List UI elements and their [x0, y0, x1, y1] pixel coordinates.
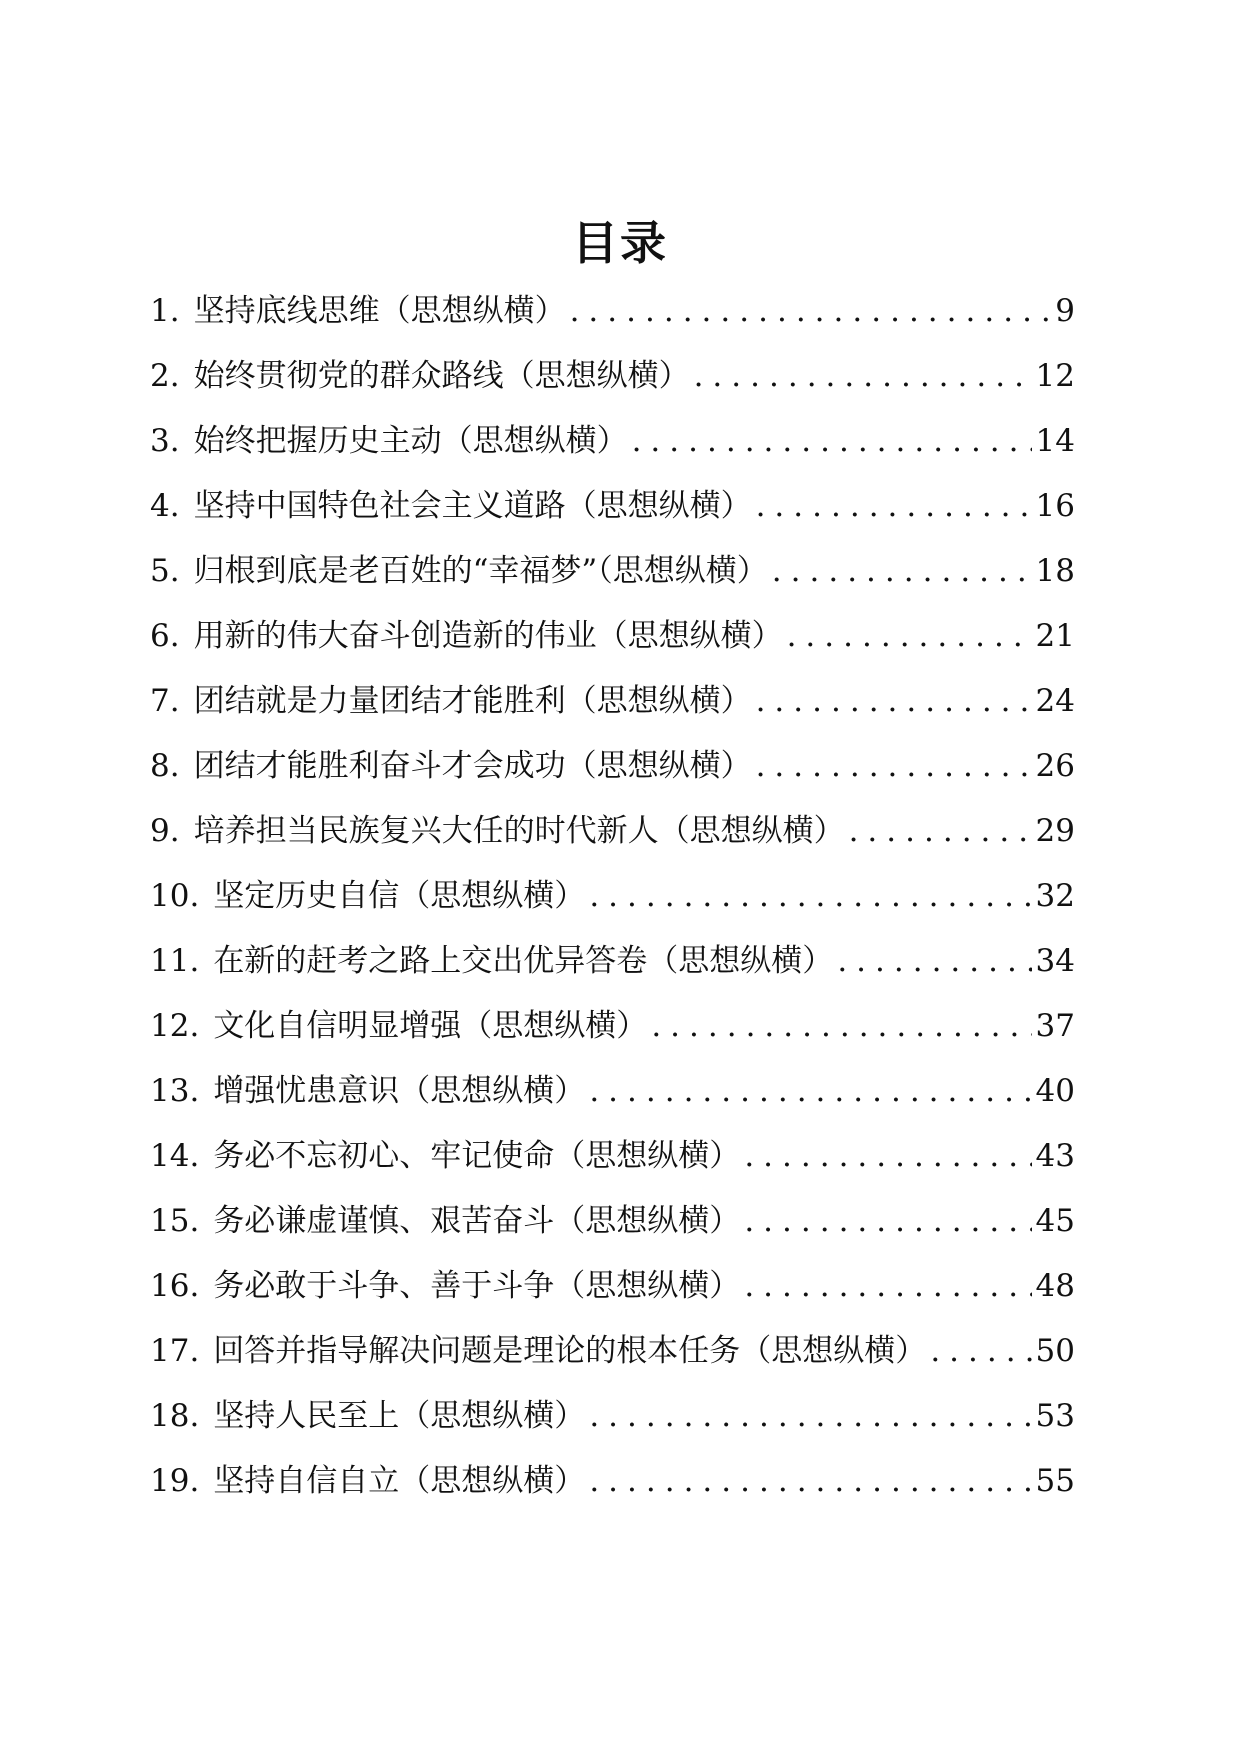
toc-entry[interactable]: [150, 1328, 1075, 1393]
toc-entry[interactable]: [150, 1133, 1075, 1198]
toc-entry-number: 17.: [150, 1333, 200, 1369]
toc-entry[interactable]: [150, 1003, 1075, 1068]
toc-entry-page-number[interactable]: 48: [1035, 1268, 1075, 1304]
dot-leader: [744, 1263, 1031, 1309]
toc-entry[interactable]: [150, 808, 1075, 873]
dot-leader: [589, 873, 1031, 919]
toc-entry-page-number[interactable]: 45: [1035, 1203, 1075, 1239]
toc-entry-title[interactable]: 团结才能胜利奋斗才会成功（思想纵横）: [193, 748, 752, 784]
dot-leader: [632, 418, 1032, 464]
toc-entry-page-number[interactable]: 14: [1035, 423, 1075, 459]
toc-entry-number: 18.: [150, 1398, 200, 1434]
dot-leader: [744, 1198, 1031, 1244]
dot-leader: [756, 678, 1032, 724]
dot-leader: [849, 808, 1032, 854]
dot-leader: [744, 1133, 1031, 1179]
toc-entry-page-number[interactable]: 50: [1035, 1333, 1075, 1369]
toc-entry-page-number[interactable]: 16: [1035, 488, 1075, 524]
toc-entry-title[interactable]: 回答并指导解决问题是理论的根本任务（思想纵横）: [213, 1333, 927, 1369]
toc-entry-number: 14.: [150, 1138, 200, 1174]
toc-entry-title[interactable]: 文化自信明显增强（思想纵横）: [213, 1008, 648, 1044]
toc-entry[interactable]: [150, 548, 1075, 613]
toc-entry-number: 19.: [150, 1463, 200, 1499]
toc-entry-number: 7.: [150, 683, 180, 719]
toc-entry-number: 5.: [150, 553, 180, 589]
toc-entry-title[interactable]: 始终把握历史主动（思想纵横）: [193, 423, 628, 459]
toc-entry-title[interactable]: 务必不忘初心、牢记使命（思想纵横）: [213, 1138, 741, 1174]
dot-leader: [589, 1393, 1031, 1439]
toc-entry-page-number[interactable]: 29: [1035, 813, 1075, 849]
dot-leader: [756, 743, 1032, 789]
toc-entry-number: 16.: [150, 1268, 200, 1304]
toc-entry-number: 8.: [150, 748, 180, 784]
dot-leader: [694, 353, 1032, 399]
toc-entry[interactable]: [150, 1198, 1075, 1263]
toc-entry-number: 15.: [150, 1203, 200, 1239]
toc-entry-number: 13.: [150, 1073, 200, 1109]
toc-entry-title[interactable]: 在新的赶考之路上交出优异答卷（思想纵横）: [213, 943, 834, 979]
toc-entry-number: 2.: [150, 358, 180, 394]
toc-entry-page-number[interactable]: 55: [1035, 1463, 1075, 1499]
toc-entry-title[interactable]: 坚持自信自立（思想纵横）: [213, 1463, 586, 1499]
toc-entry-page-number[interactable]: 40: [1035, 1073, 1075, 1109]
toc-entry-title[interactable]: 增强忧患意识（思想纵横）: [213, 1073, 586, 1109]
toc-entry-page-number[interactable]: 26: [1035, 748, 1075, 784]
toc-entry-page-number[interactable]: 37: [1035, 1008, 1075, 1044]
toc-entry-title[interactable]: 团结就是力量团结才能胜利（思想纵横）: [193, 683, 752, 719]
dot-leader: [787, 613, 1032, 659]
toc-entry-title[interactable]: 用新的伟大奋斗创造新的伟业（思想纵横）: [193, 618, 783, 654]
toc-entry-title[interactable]: 培养担当民族复兴大任的时代新人（思想纵横）: [193, 813, 845, 849]
toc-entry-title[interactable]: 务必敢于斗争、善于斗争（思想纵横）: [213, 1268, 741, 1304]
toc-entry-number: 12.: [150, 1008, 200, 1044]
toc-entry-title[interactable]: 始终贯彻党的群众路线（思想纵横）: [193, 358, 690, 394]
toc-entry[interactable]: [150, 1263, 1075, 1328]
toc-entry-page-number[interactable]: 34: [1035, 943, 1075, 979]
toc-entry-page-number[interactable]: 9: [1055, 293, 1075, 329]
toc-entry-title[interactable]: 坚持底线思维（思想纵横）: [193, 293, 566, 329]
toc-entry-page-number[interactable]: 21: [1035, 618, 1075, 654]
toc-entry[interactable]: [150, 1458, 1075, 1523]
toc-entry-number: 11.: [150, 943, 200, 979]
toc-entry[interactable]: [150, 873, 1075, 938]
dot-leader: [772, 548, 1032, 594]
toc-entry-title[interactable]: 坚持中国特色社会主义道路（思想纵横）: [193, 488, 752, 524]
toc-entry-page-number[interactable]: 53: [1035, 1398, 1075, 1434]
toc-entry-page-number[interactable]: 43: [1035, 1138, 1075, 1174]
dot-leader: [756, 483, 1032, 529]
toc-entry-page-number[interactable]: 18: [1035, 553, 1075, 589]
toc-entry-page-number[interactable]: 32: [1035, 878, 1075, 914]
toc-entry[interactable]: [150, 938, 1075, 1003]
dot-leader: [589, 1068, 1031, 1114]
dot-leader: [930, 1328, 1031, 1374]
toc-entry-title[interactable]: 坚持人民至上（思想纵横）: [213, 1398, 586, 1434]
toc-entry-number: 9.: [150, 813, 180, 849]
toc-entry[interactable]: [150, 288, 1075, 353]
dot-leader: [589, 1458, 1031, 1504]
toc-entry[interactable]: [150, 418, 1075, 483]
dot-leader: [651, 1003, 1031, 1049]
toc-entry-number: 1.: [150, 293, 180, 329]
toc-entry-page-number[interactable]: 12: [1035, 358, 1075, 394]
toc-entry[interactable]: [150, 1393, 1075, 1458]
toc-entry[interactable]: [150, 353, 1075, 418]
toc-entry-page-number[interactable]: 24: [1035, 683, 1075, 719]
toc-entry-number: 10.: [150, 878, 200, 914]
toc-entry[interactable]: [150, 1068, 1075, 1133]
toc-entry-title[interactable]: 坚定历史自信（思想纵横）: [213, 878, 586, 914]
toc-entry-title[interactable]: 归根到底是老百姓的“幸福梦”（思想纵横）: [193, 553, 768, 589]
table-of-contents: [150, 288, 1075, 1523]
toc-entry-number: 3.: [150, 423, 180, 459]
toc-entry-number: 6.: [150, 618, 180, 654]
toc-entry[interactable]: [150, 613, 1075, 678]
toc-entry[interactable]: [150, 743, 1075, 808]
dot-leader: [837, 938, 1031, 984]
toc-entry-number: 4.: [150, 488, 180, 524]
page-title: 目录: [572, 216, 668, 270]
toc-entry-title[interactable]: 务必谦虚谨慎、艰苦奋斗（思想纵横）: [213, 1203, 741, 1239]
dot-leader: [570, 288, 1052, 334]
toc-entry[interactable]: [150, 483, 1075, 548]
toc-entry[interactable]: [150, 678, 1075, 743]
